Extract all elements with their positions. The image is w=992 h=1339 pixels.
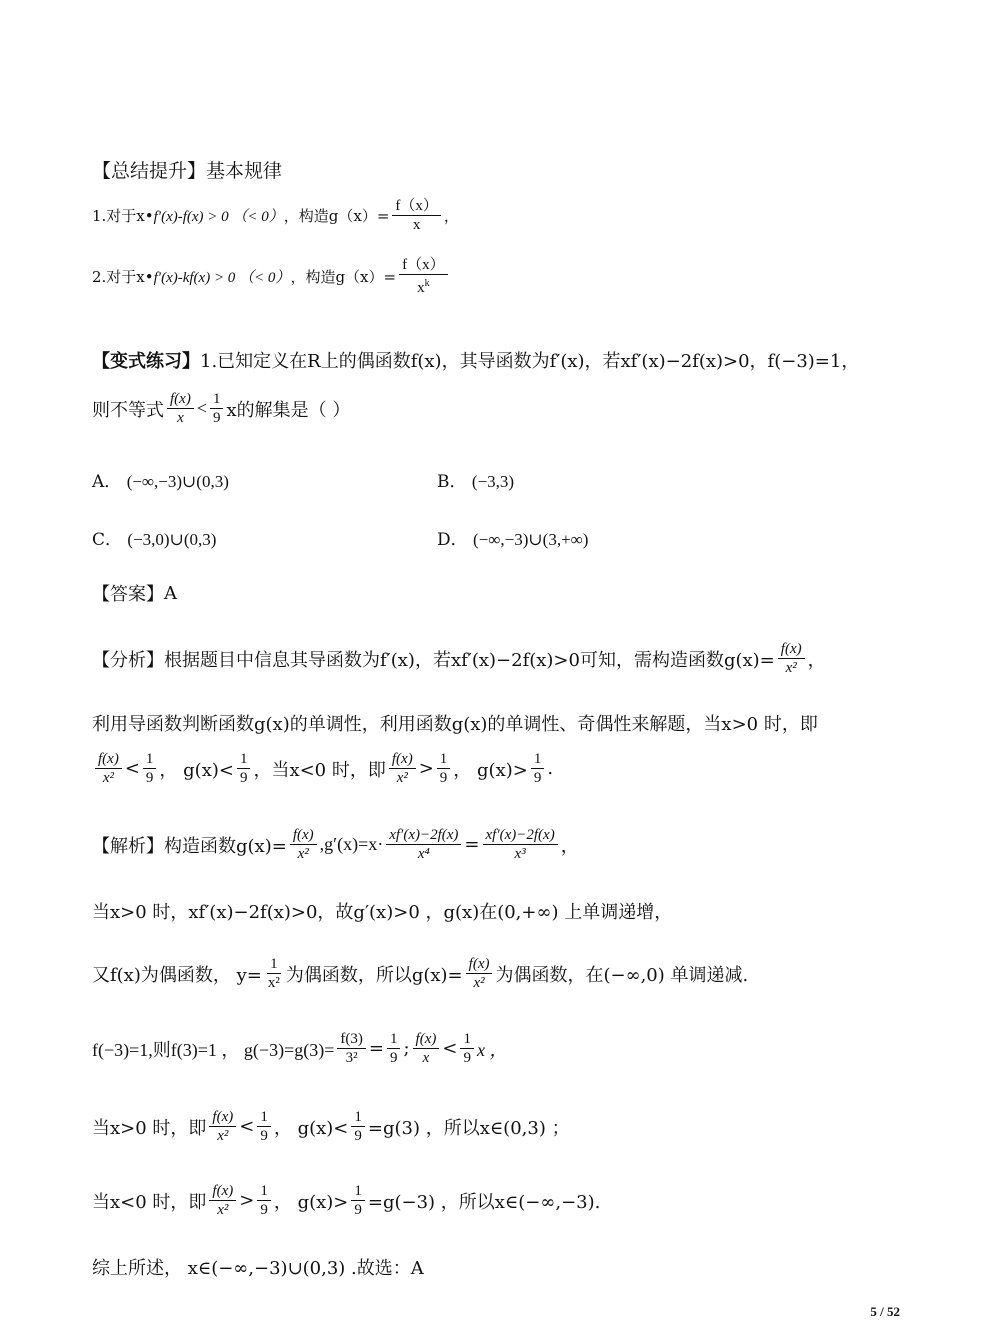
exercise-question-line1: 【变式练习】 1.已知定义在R上的偶函数f(x)，其导函数为f′(x)，若xf′(x)−2f(x)>0，f(−3)=1， — [92, 351, 860, 372]
analysis-line2: 利用导函数判断函数g(x)的单调性，利用函数g(x)的单调性、奇偶性来解题，当x>0 时，即 — [92, 714, 818, 735]
solution-conclusion: 综上所述， x∈(−∞,−3)∪(0,3) .故选：A — [92, 1258, 424, 1279]
exercise-question-line2: 则不等式 $\frac{f(x)}{x}$ < $\frac{1}{9}$ x的解集是（ ） — [92, 391, 351, 426]
analysis-line3: $\frac{f(x)}{\text{x²}}$ < $\frac{1}{9}$ ， g(x)< $\frac{1}{9}$ ，当x<0 时，即 $\frac{f(x)}{\text{x²}}$ > $\frac{1}{9}$ ， g(x)> $\frac{1}{9}$ . — [92, 750, 553, 787]
solution-line1: 【解析】 构造函数g(x)= $\frac{f(x)}{\text{x²}}$ ,g′(x)=x· $\frac{xf'(x)-2f(x)}{\text{x⁴}}$ = $\frac{xf'(x)-2f(x)}{\text{x³}}$ ， — [92, 827, 579, 862]
solution-line4: f(−3)=1,则f(3)=1 ， g(−3)=g(3)= $\frac{f(3)}{\text{3²}}$ = $\frac{1}{9}$ ; $\frac{f(x)}{x}$ < $\frac{1}{9}$ x ， — [92, 1031, 508, 1066]
summary-heading: 【总结提升】基本规律 — [92, 160, 283, 182]
page-number: 5 / 52 — [870, 1304, 900, 1319]
solution-line3: 又f(x)为偶函数， y= $\frac{1}{\text{x²}}$ 为偶函数，所以g(x)= $\frac{f(x)}{\text{x²}}$ 为偶函数，在(−∞,0) 单调递减. — [92, 956, 749, 991]
summary-rule-1: 1.对于x• f′(x)-f(x) > 0 （< 0） ，构造g（x）= $\frac{f(x)}{x}$ ， — [92, 198, 459, 233]
solution-line2: 当x>0 时，xf′(x)−2f(x)>0，故g′(x)>0 ，g(x)在(0,+∞) 上单调递增， — [92, 902, 673, 923]
option-c: C． (−3,0)∪(0,3) — [92, 530, 217, 550]
summary-rule-2: 2.对于x• f′(x)-kf(x) > 0 （< 0） ，构造g（x）= $\frac{f(x)}{x^k}$ — [92, 256, 451, 297]
solution-line6: 当x<0 时，即 $\frac{f(x)}{\text{x²}}$ > $\frac{1}{9}$ ， g(x)> $\frac{1}{9}$ =g(−3) ，所以x∈(−∞,−3). — [92, 1183, 601, 1218]
solution-line5: 当x>0 时，即 $\frac{f(x)}{\text{x²}}$ < $\frac{1}{9}$ ， g(x)< $\frac{1}{9}$ =g(3) ，所以x∈(0,3) ； — [92, 1109, 570, 1144]
option-a: A． (−∞,−3)∪(0,3) — [92, 472, 229, 492]
analysis-line1: 【分析】 根据题目中信息其导函数为f′(x)，若xf′(x)−2f(x)>0可知，需构造函数g(x)= $\frac{f(x)}{\text{x²}}$ ， — [92, 641, 826, 676]
answer-line: 【答案】 A — [92, 582, 177, 605]
option-b: B． (−3,3) — [437, 472, 515, 492]
option-d: D． (−∞,−3)∪(3,+∞) — [437, 530, 589, 550]
